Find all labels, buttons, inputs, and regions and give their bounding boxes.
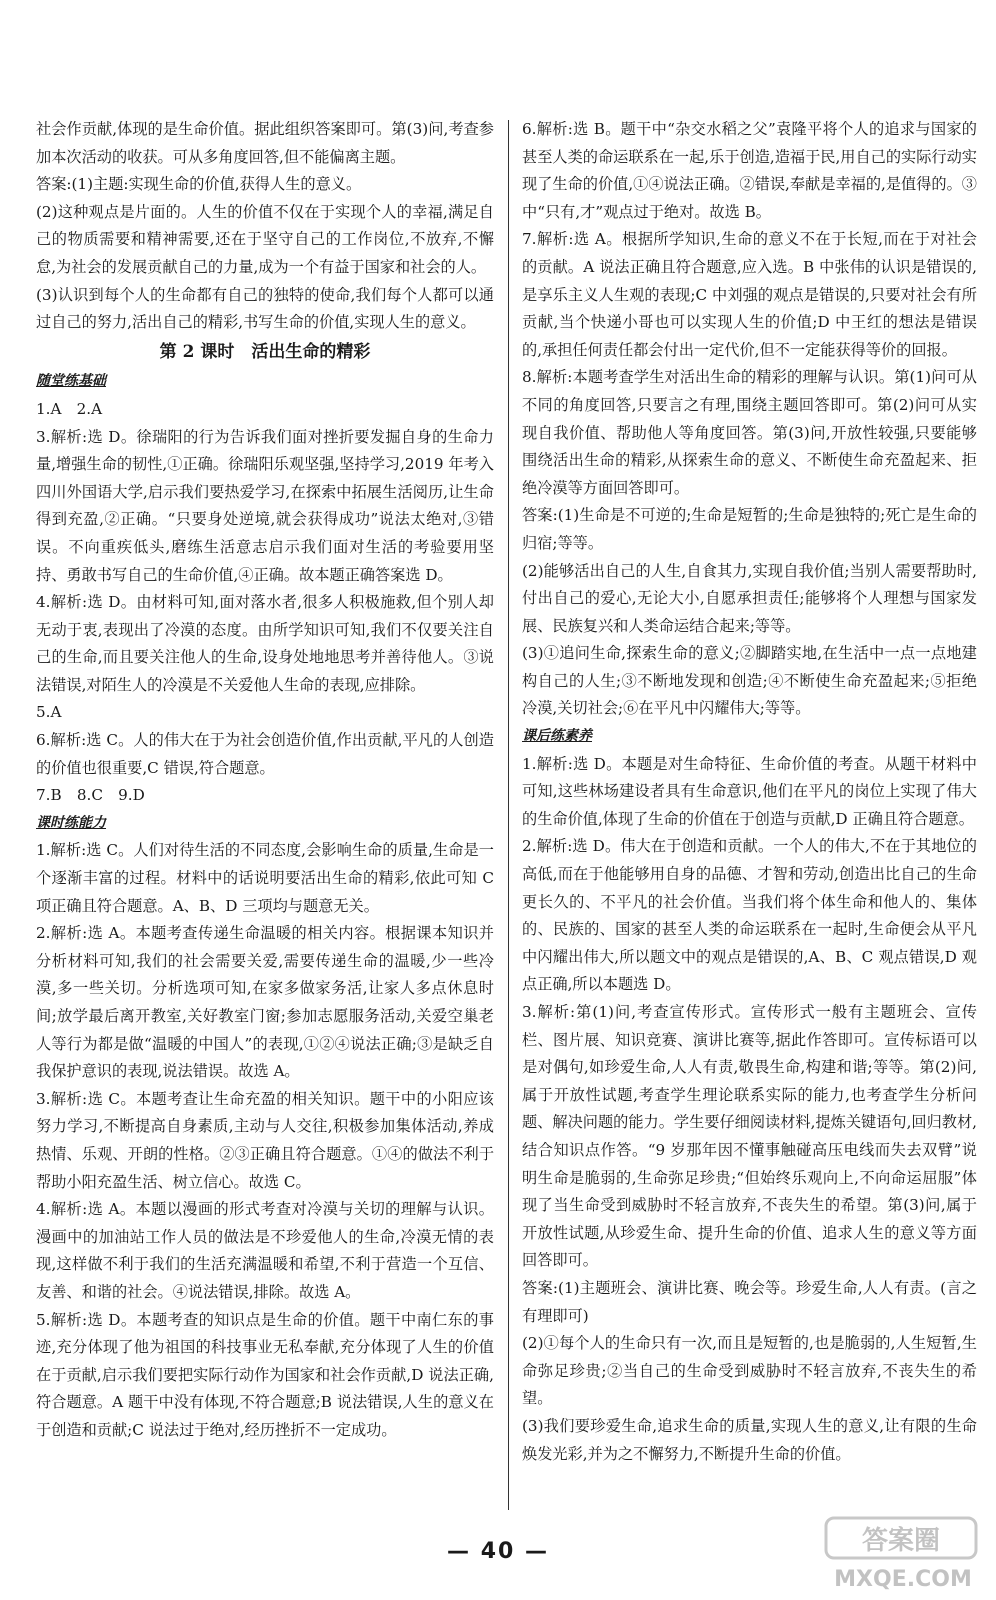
answer-paragraph: 7.B 8.C 9.D: [36, 786, 145, 805]
answer-paragraph: 6.解析:选 B。题干中“杂交水稻之父”袁隆平将个人的追求与国家的甚至人类的命运联系在一起,乐于创造,造福于民,用自己的实际行动实现了生命的价值,①④说法正确。②错误,奉献是幸福的,是值得的。③中“只有,才”观点过于绝对。故选 B。: [522, 120, 977, 221]
section-label: 课后练素养: [522, 728, 592, 745]
answer-paragraph: (2)能够活出自己的人生,自食其力,实现自我价值;当别人需要帮助时,付出自己的爱心,无论大小,自愿承担责任;能够将个人理想与国家发展、民族复兴和人类命运结合起来;等等。: [522, 561, 977, 635]
answer-paragraph: (3)认识到每个人的生命都有自己的独特的使命,我们每个人都可以通过自己的努力,活出自己的精彩,书写生命的价值,实现人生的意义。: [36, 285, 494, 332]
answer-paragraph: 答案:(1)主题班会、演讲比赛、晚会等。珍爱生命,人人有责。(言之有理即可): [522, 1278, 977, 1325]
page-number: — 40 —: [447, 1539, 549, 1564]
answer-paragraph: (2)①每个人的生命只有一次,而且是短暂的,也是脆弱的,人生短暂,生命弥足珍贵;②当自己的生命受到威胁时不轻言放弃,不丧失生的希望。: [522, 1334, 977, 1408]
answer-paragraph: (2)这种观点是片面的。人生的价值不仅在于实现个人的幸福,满足自己的物质需要和精神需要,还在于坚守自己的工作岗位,不放弃,不懈怠,为社会的发展贡献自己的力量,成为一个有益于国家和社会的人。: [36, 202, 494, 276]
answer-paragraph: 8.解析:本题考查学生对活出生命的精彩的理解与认识。第(1)问可从不同的角度回答,只要言之有理,围绕主题回答即可。第(2)问可从实现自我价值、帮助他人等角度回答。第(3)问,开放性较强,只要能够围绕活出生命的精彩,从探索生命的意义、不断使生命充盈起来、拒绝冷漠等方面回答即可。: [522, 368, 977, 497]
answer-paragraph: 1.解析:选 C。人们对待生活的不同态度,会影响生命的质量,生命是一个逐渐丰富的过程。材料中的话说明要活出生命的精彩,依此可知 C 项正确且符合题意。A、B、D 三项均与题意无关。: [36, 841, 494, 915]
column-divider: [508, 120, 509, 1510]
watermark-logo: [818, 1512, 988, 1596]
answer-paragraph: 5.A: [36, 703, 62, 722]
answer-paragraph: 4.解析:选 D。由材料可知,面对落水者,很多人积极施救,但个别人却无动于衷,表现出了冷漠的态度。由所学知识可知,我们不仅要关注自己的生命,而且要关注他人的生命,设身处地地思考并善待他人。③说法错误,对陌生人的冷漠是不关爱他人生命的表现,应排除。: [36, 593, 494, 694]
answer-paragraph: 5.解析:选 D。本题考查的知识点是生命的价值。题干中南仁东的事迹,充分体现了他为祖国的科技事业无私奉献,充分体现了人生的价值在于贡献,启示我们要把实际行动作为国家和社会作贡献,D 说法正确,符合题意。A 题干中没有体现,不符合题意;B 说法错误,人生的意义在于创造和贡献;C 说法过于绝对,经历挫折不一定成功。: [36, 1310, 494, 1439]
watermark-domain: MXQE.COM: [834, 1567, 972, 1592]
answer-paragraph: 3.解析:选 C。本题考查让生命充盈的相关知识。题干中的小阳应该努力学习,不断提高自身素质,主动与人交往,积极参加集体活动,养成热情、乐观、开朗的性格。②③正确且符合题意。①④的做法不利于帮助小阳充盈生活、树立信心。故选 C。: [36, 1089, 494, 1191]
answer-paragraph: 社会作贡献,体现的是生命价值。据此组织答案即可。第(3)问,考查参加本次活动的收获。可从多角度回答,但不能偏离主题。: [36, 120, 494, 166]
answer-paragraph: (3)我们要珍爱生命,追求生命的质量,实现人生的意义,让有限的生命焕发光彩,并为之不懈努力,不断提升生命的价值。: [522, 1416, 977, 1463]
answer-paragraph: 3.解析:第(1)问,考查宣传形式。宣传形式一般有主题班会、宣传栏、图片展、知识竞赛、演讲比赛等,据此作答即可。宣传标语可以是对偶句,如珍爱生命,人人有责,敬畏生命,构建和谐;等等。第(2)问,属于开放性试题,考查学生理论联系实际的能力,也考查学生分析问题、解决问题的能力。学生要仔细阅读材料,提炼关键语句,回归教材,结合知识点作答。“9 岁那年因不懂事触碰高压电线而失去双臂”说明生命是脆弱的,生命弥足珍贵;“但始终乐观向上,不向命运屈服”体现了当生命受到威胁时不轻言放弃,不丧失生的希望。第(3)问,属于开放性试题,从珍爱生命、提升生命的价值、追求人生的意义等方面回答即可。: [522, 1003, 977, 1270]
answer-paragraph: 1.A 2.A: [36, 399, 103, 418]
left-column: [36, 116, 494, 1445]
section-label: 随堂练基础: [36, 373, 106, 390]
answer-paragraph: 4.解析:选 A。本题以漫画的形式考查对冷漠与关切的理解与认识。漫画中的加油站工作人员的做法是不珍爱他人的生命,冷漠无情的表现,这样做不利于我们的生活充满温暖和希望,不利于营造一个互信、友善、和谐的社会。④说法错误,排除。故选 A。: [36, 1200, 494, 1301]
answer-paragraph: 答案:(1)生命是不可逆的;生命是短暂的;生命是独特的;死亡是生命的归宿;等等。: [522, 506, 977, 552]
section-label: 课时练能力: [36, 814, 106, 831]
answer-paragraph: 2.解析:选 D。伟大在于创造和贡献。一个人的伟大,不在于其地位的高低,而在于他能够用自身的品德、才智和劳动,创造出比自己的生命更长久的、不平凡的社会价值。当我们将个体生命和他人的、集体的、民族的、国家的甚至人类的命运联系在一起时,生命便会从平凡中闪耀出伟大,所以题文中的观点是错误的,A、B、C 观点错误,D 观点正确,所以本题选 D。: [522, 837, 977, 994]
answer-paragraph: 2.解析:选 A。本题考查传递生命温暖的相关内容。根据课本知识并分析材料可知,我们的社会需要关爱,需要传递生命的温暖,少一些冷漠,多一些关切。分析选项可知,在家多做家务活,让家人多点休息时间;放学最后离开教室,关好教室门窗;参加志愿服务活动,关爱空巢老人等行为都是做“温暖的中国人”的表现,①②④说法正确;③是缺乏自我保护意识的表现,说法错误。故选 A。: [36, 924, 494, 1081]
answer-paragraph: 1.解析:选 D。本题是对生命特征、生命价值的考查。从题干材料中可知,这些林场建设者具有生命意识,他们在平凡的岗位上实现了伟大的生命价值,体现了生命的价值在于创造与贡献,D 正确且符合题意。: [522, 754, 977, 828]
answer-paragraph: 7.解析:选 A。根据所学知识,生命的意义不在于长短,而在于对社会的贡献。A 说法正确且符合题意,应入选。B 中张伟的认识是错误的,是享乐主义人生观的表现;C 中刘强的观点是错误的,只要对社会有所贡献,当个快递小哥也可以实现人生的价值;D 中王红的想法是错误的,承担任何责任都会付出一定代价,但不一定能获得等价的回报。: [522, 230, 977, 359]
answer-paragraph: 6.解析:选 C。人的伟大在于为社会创造价值,作出贡献,平凡的人创造的价值也很重要,C 错误,符合题意。: [36, 731, 494, 777]
answer-paragraph: (3)①追问生命,探索生命的意义;②脚踏实地,在生活中一点一点地建构自己的人生;③不断地发现和创造;④不断使生命充盈起来;⑤拒绝冷漠,关切社会;⑥在平凡中闪耀伟大;等等。: [522, 644, 977, 718]
answer-paragraph: 3.解析:选 D。徐瑞阳的行为告诉我们面对挫折要发掘自身的生命力量,增强生命的韧性,①正确。徐瑞阳乐观坚强,坚持学习,2019 年考入四川外国语大学,启示我们要热爱学习,在探索中拓展生活阅历,让生命得到充盈,②正确。“只要身处逆境,就会获得成功”说法太绝对,③错误。不向重疾低头,磨练生活意志启示我们面对生活的考验要用坚持、勇敢书写自己的生命价值,④正确。故本题正确答案选 D。: [36, 427, 494, 584]
watermark-logo-text: 答案圈: [861, 1526, 941, 1556]
right-column: [522, 116, 977, 1468]
lesson-heading: 第 2 课时 活出生命的精彩: [159, 341, 371, 362]
answer-paragraph: 答案:(1)主题:实现生命的价值,获得人生的意义。: [36, 175, 362, 194]
